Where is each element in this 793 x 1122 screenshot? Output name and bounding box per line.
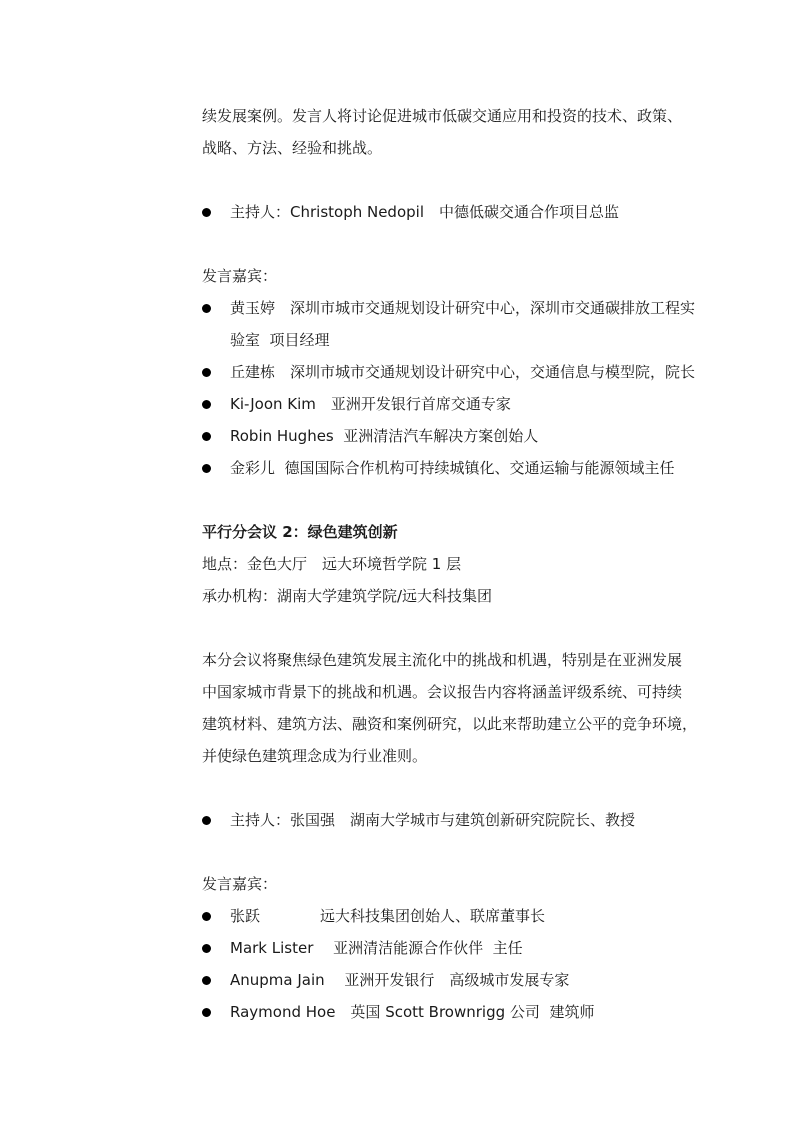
description-line: 并使绿色建筑理念成为行业准则。 xyxy=(202,747,428,765)
bullet-icon xyxy=(202,944,211,953)
speaker-text-continuation: 验室 项目经理 xyxy=(230,331,330,349)
bullet-icon xyxy=(202,816,211,825)
moderator-text: 主持人：Christoph Nedopil 中德低碳交通合作项目总监 xyxy=(230,203,619,221)
organizer-text: 承办机构：湖南大学建筑学院/远大科技集团 xyxy=(202,587,493,605)
speaker-text: 黄玉婷 深圳市城市交通规划设计研究中心，深圳市交通碳排放工程实 xyxy=(230,299,696,317)
intro-text-line: 战略、方法、经验和挑战。 xyxy=(202,139,383,157)
description-line: 建筑材料、建筑方法、融资和案例研究，以此来帮助建立公平的竞争环境， xyxy=(202,715,698,733)
speaker-text: 丘建栋 深圳市城市交通规划设计研究中心，交通信息与模型院，院长 xyxy=(230,363,696,381)
description-line: 中国家城市背景下的挑战和机遇。会议报告内容将涵盖评级系统、可持续 xyxy=(202,683,683,701)
intro-text-line: 续发展案例。发言人将讨论促进城市低碳交通应用和投资的技术、政策、 xyxy=(202,107,683,125)
description-line: 本分会议将聚焦绿色建筑发展主流化中的挑战和机遇，特别是在亚洲发展 xyxy=(202,651,683,669)
bullet-icon xyxy=(202,208,211,217)
speaker-text: Anupma Jain 亚洲开发银行 高级城市发展专家 xyxy=(230,971,570,989)
speakers-label: 发言嘉宾： xyxy=(202,875,278,893)
moderator-text: 主持人：张国强 湖南大学城市与建筑创新研究院院长、教授 xyxy=(230,811,636,829)
location-text: 地点：金色大厅 远大环境哲学院 1 层 xyxy=(202,555,462,573)
bullet-icon xyxy=(202,432,211,441)
speaker-text: Mark Lister 亚洲清洁能源合作伙伴 主任 xyxy=(230,939,523,957)
section-heading: 平行分会议 2：绿色建筑创新 xyxy=(202,523,398,541)
bullet-icon xyxy=(202,464,211,473)
speaker-text: Raymond Hoe 英国 Scott Brownrigg 公司 建筑师 xyxy=(230,1003,595,1021)
speaker-text: Ki-Joon Kim 亚洲开发银行首席交通专家 xyxy=(230,395,511,413)
bullet-icon xyxy=(202,368,211,377)
bullet-icon xyxy=(202,304,211,313)
speakers-label: 发言嘉宾： xyxy=(202,267,278,285)
speaker-text: Robin Hughes 亚洲清洁汽车解决方案创始人 xyxy=(230,427,539,445)
speaker-text: 金彩儿 德国国际合作机构可持续城镇化、交通运输与能源领域主任 xyxy=(230,459,675,477)
speaker-item xyxy=(202,1002,595,1082)
bullet-icon xyxy=(202,912,211,921)
bullet-icon xyxy=(202,976,211,985)
bullet-icon xyxy=(202,1008,211,1017)
speaker-text: 张跃 远大科技集团创始人、联席董事长 xyxy=(230,907,546,925)
bullet-icon xyxy=(202,400,211,409)
